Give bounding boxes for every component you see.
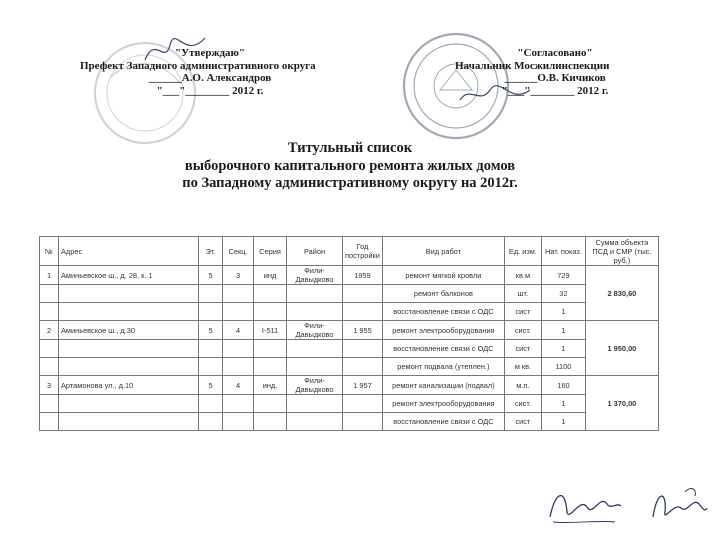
cell-address: Аминьевское ш., д. 28, к. 1 [59, 266, 199, 285]
header-address: Адрес [59, 237, 199, 266]
title-line-1: Титульный список [287, 140, 413, 156]
table-row [40, 340, 659, 358]
signature-2 [645, 482, 710, 527]
cell-unit: сист [504, 303, 541, 321]
approval-left-date: "___"________ 2012 г. [156, 84, 264, 97]
cell-unit: сист [504, 413, 541, 431]
table-row [40, 321, 659, 340]
approval-left-position: Префект Западного административного округа [80, 59, 316, 72]
approval-block-right [455, 47, 655, 97]
cell-unit: сист [504, 340, 541, 358]
cell-work: ремонт балконов [382, 285, 504, 303]
header-work: Вид работ [382, 237, 504, 266]
cell-sections: 3 [223, 266, 254, 285]
cell-series: I-511 [254, 321, 287, 340]
cell-floors: 5 [199, 376, 223, 395]
approval-left-heading: "Утверждаю" [174, 47, 246, 59]
cell-unit: кв.м [504, 266, 541, 285]
table-row [40, 266, 659, 285]
cell-work: восстановление связи с ОДС [382, 303, 504, 321]
cell-amount: 1 [541, 303, 585, 321]
table-row [40, 303, 659, 321]
cell-amount: 1 [541, 395, 585, 413]
cell-work: ремонт канализации (подвал) [382, 376, 504, 395]
cell-amount: 1 [541, 340, 585, 358]
approval-block-left [80, 47, 340, 97]
document-title [120, 140, 580, 193]
table-row [40, 285, 659, 303]
table-row [40, 413, 659, 431]
cell-amount: 1 [541, 413, 585, 431]
table-row [40, 376, 659, 395]
cell-unit: м.п. [504, 376, 541, 395]
works-table [39, 236, 659, 431]
cell-floors: 5 [199, 266, 223, 285]
cell-district: Фили-Давыдково [287, 266, 343, 285]
cell-address: Артамонова ул., д.10 [59, 376, 199, 395]
cell-amount: 1100 [541, 358, 585, 376]
cell-unit: сист. [504, 321, 541, 340]
cell-work: ремонт мягкой кровли [382, 266, 504, 285]
cell-num: 3 [40, 376, 59, 395]
cell-sum: 2 830,60 [585, 266, 658, 321]
cell-series: инд [254, 266, 287, 285]
cell-amount: 1 [541, 321, 585, 340]
cell-unit: шт. [504, 285, 541, 303]
cell-amount: 32 [541, 285, 585, 303]
cell-unit: сист. [504, 395, 541, 413]
cell-year: 1959 [343, 266, 383, 285]
cell-amount: 729 [541, 266, 585, 285]
header-num: № [40, 237, 59, 266]
header-series: Серия [254, 237, 287, 266]
cell-work: ремонт электрооборудования [382, 395, 504, 413]
cell-num: 2 [40, 321, 59, 340]
table-row [40, 395, 659, 413]
header-district: Район [287, 237, 343, 266]
cell-work: восстановление связи с ОДС [382, 340, 504, 358]
cell-address: Аминьевское ш., д.30 [59, 321, 199, 340]
cell-district: Фили-Давыдково [287, 376, 343, 395]
approval-right-signer: ______О.В. Кичиков [504, 72, 606, 84]
cell-work: ремонт электрооборудования [382, 321, 504, 340]
cell-num: 1 [40, 266, 59, 285]
header-year: Год постройки [343, 237, 383, 266]
title-line-3: по Западному административному округу на 2012г. [182, 175, 518, 191]
approval-right-heading: "Согласовано" [517, 47, 593, 59]
header-floors: Эт. [199, 237, 223, 266]
cell-work: восстановление связи с ОДС [382, 413, 504, 431]
table-row [40, 358, 659, 376]
cell-unit: м кв. [504, 358, 541, 376]
approval-right-position: Начальник Мосжилинспекции [455, 59, 610, 72]
cell-sum: 1 370,00 [585, 376, 658, 431]
cell-sections: 4 [223, 321, 254, 340]
cell-year: 1 955 [343, 321, 383, 340]
approval-right-date: "___"________ 2012 г. [501, 84, 609, 97]
header-unit: Ед. изм. [504, 237, 541, 266]
cell-work: ремонт подвала (утеплен.) [382, 358, 504, 376]
cell-sections: 4 [223, 376, 254, 395]
cell-year: 1 957 [343, 376, 383, 395]
title-line-2: выборочного капитального ремонта жилых домов [184, 157, 516, 174]
cell-floors: 5 [199, 321, 223, 340]
header-sections: Секц. [223, 237, 254, 266]
approval-left-signer: ______А.О. Александров [148, 72, 272, 84]
cell-district: Фили-Давыдково [287, 321, 343, 340]
cell-amount: 160 [541, 376, 585, 395]
cell-sum: 1 950,00 [585, 321, 658, 376]
table-header-row [40, 237, 659, 266]
signature-1 [545, 482, 625, 527]
cell-series: инд. [254, 376, 287, 395]
header-amount: Нат. показ. [541, 237, 585, 266]
header-sum: Сумма объекта ПСД и СМР (тыс. руб.) [585, 237, 658, 266]
